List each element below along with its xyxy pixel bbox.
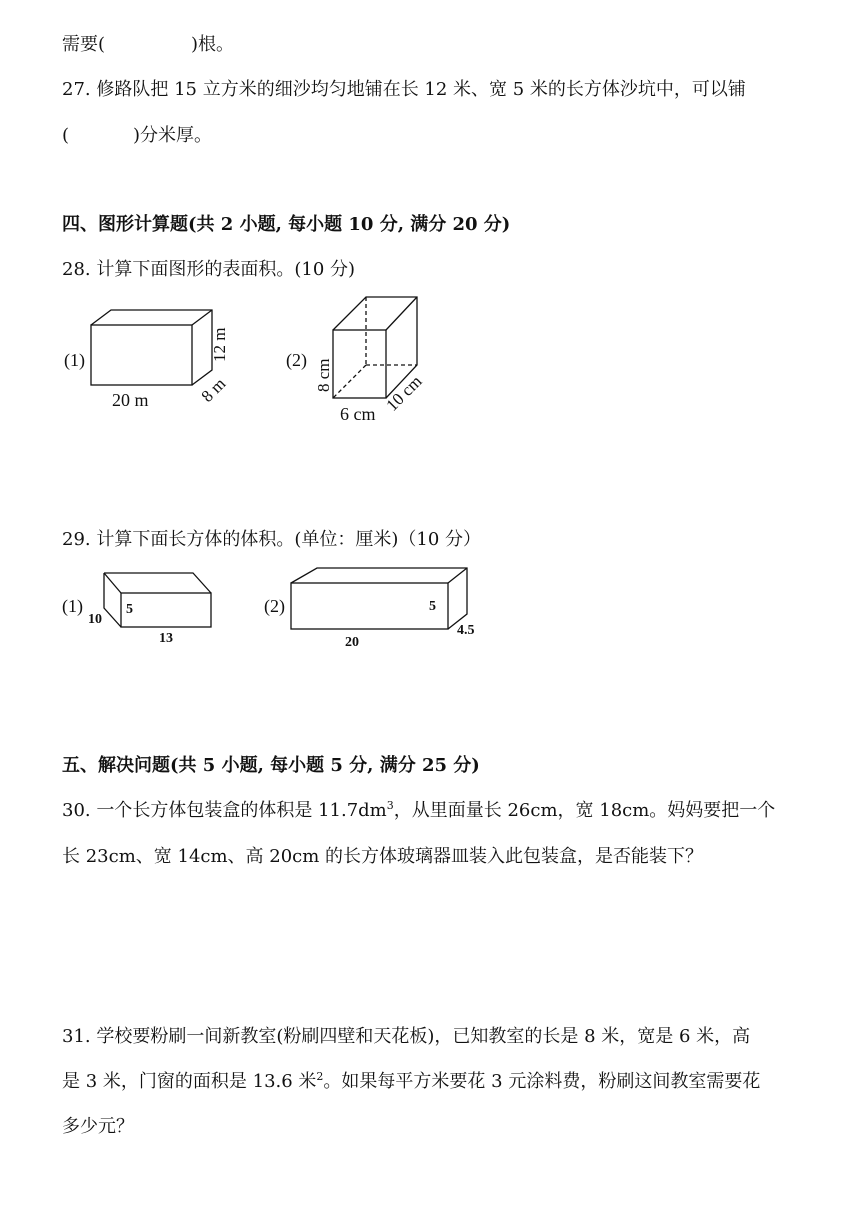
q31-text-b: 。如果每平方米要花 3 元涂料费，粉刷这间教室需要花	[323, 1071, 761, 1092]
q31-line-2	[62, 1070, 760, 1094]
q29-part2-length: 20	[345, 635, 359, 650]
q29-part2-height: 5	[429, 599, 436, 614]
q28-part2-label: (2)	[286, 350, 307, 370]
q26-text-a: 需要(	[62, 34, 106, 55]
q30-text-b: ，从里面量长 26cm，宽 18cm。妈妈要把一个	[393, 800, 776, 821]
q28-part2-length: 6 cm	[340, 404, 376, 424]
q31-text-a: 是 3 米，门窗的面积是 13.6 米	[62, 1071, 317, 1092]
q30-line-1	[62, 799, 775, 823]
q29-part1-height: 5	[126, 602, 133, 617]
q30-text-a: 30. 一个长方体包装盒的体积是 11.7dm	[62, 800, 387, 821]
q29-part1-label: (1)	[62, 596, 83, 616]
q29-box1-front	[121, 593, 211, 627]
q29-box1-top	[104, 573, 211, 593]
q29-box1-side	[104, 573, 121, 627]
q29-part1-length: 13	[159, 631, 173, 646]
q29-part1-width: 10	[88, 612, 102, 627]
q29-box2-back	[291, 568, 467, 629]
q31-line-3: 多少元？	[62, 1116, 134, 1137]
q29-prompt: 29. 计算下面长方体的体积。(单位：厘米)（10 分）	[62, 529, 482, 550]
q26-text-b: )根。	[191, 34, 235, 55]
q28-part1-length: 20 m	[112, 390, 149, 410]
q31-superscript: 2	[316, 1070, 324, 1083]
q27-text-b: )分米厚。	[133, 125, 213, 146]
q28-part1-width: 8 m	[197, 374, 230, 406]
q30-line-2: 长 23cm、宽 14cm、高 20cm 的长方体玻璃器皿装入此包装盒，是否能装下？	[62, 846, 704, 867]
q27-text-a: (	[62, 125, 70, 146]
q28-part1-label: (1)	[64, 350, 85, 370]
q29-box1-left-edge	[104, 573, 121, 593]
q28-prompt: 28. 计算下面图形的表面积。(10 分)	[62, 259, 356, 280]
q30-superscript: 3	[386, 799, 394, 812]
q29-box2-edge	[448, 568, 467, 583]
q28-part2-height: 8 cm	[314, 358, 333, 392]
q31-line-1: 31. 学校要粉刷一间新教室(粉刷四壁和天花板)，已知教室的长是 8 米，宽是 6 米，高	[62, 1026, 751, 1047]
q28-part1-height: 12 m	[210, 327, 229, 362]
section-4-heading: 四、图形计算题(共 2 小题, 每小题 10 分, 满分 20 分)	[62, 214, 511, 235]
q29-part2-width: 4.5	[457, 623, 475, 638]
q29-part2-label: (2)	[264, 596, 285, 616]
section-5-heading: 五、解决问题(共 5 小题, 每小题 5 分, 满分 25 分)	[62, 755, 480, 776]
q28-part2-width: 10 cm	[382, 371, 426, 415]
q27-line-1: 27. 修路队把 15 立方米的细沙均匀地铺在长 12 米、宽 5 米的长方体沙坑中，可以铺	[62, 79, 746, 100]
q29-box2-front	[291, 583, 448, 629]
